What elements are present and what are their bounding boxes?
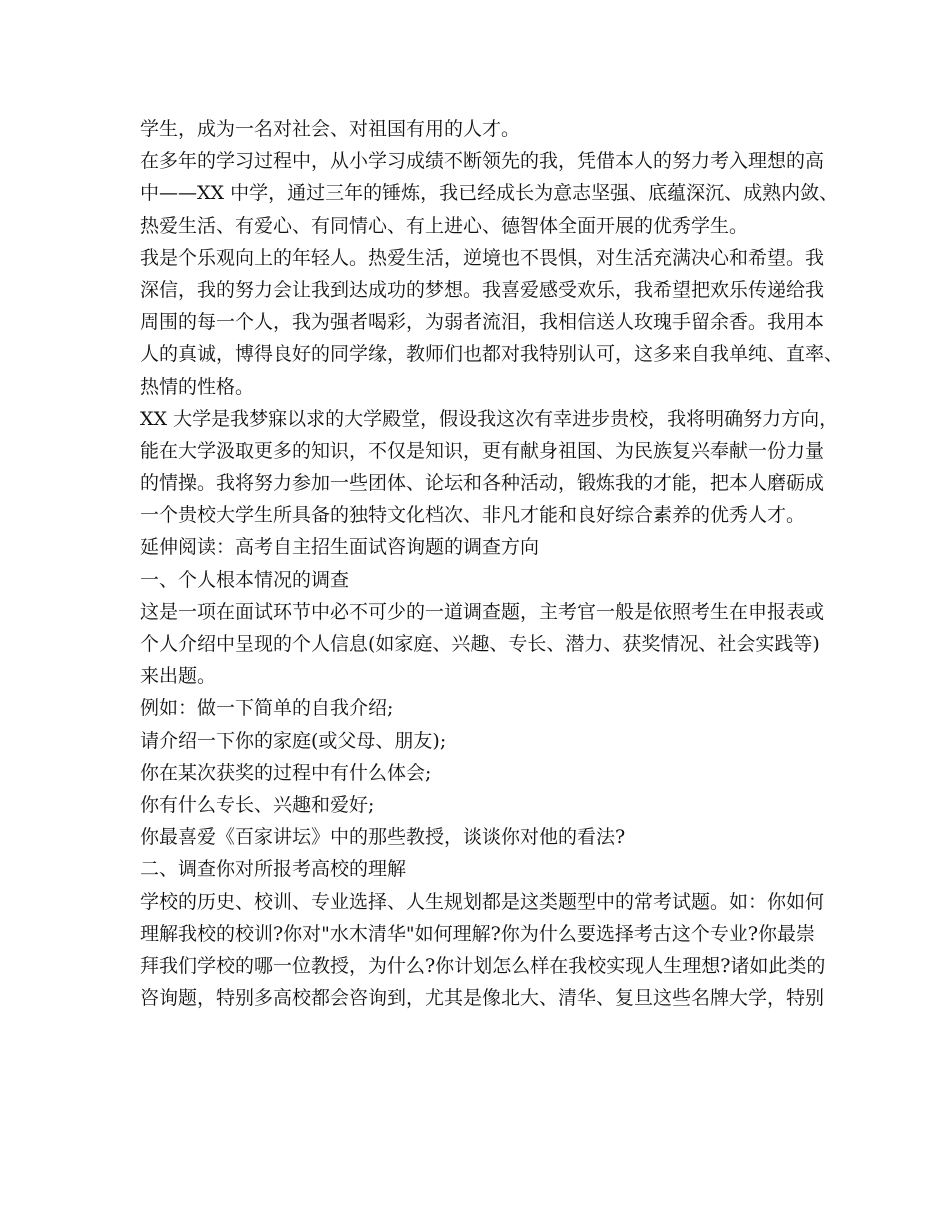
text-line-9: 热情的性格。 <box>140 375 255 398</box>
text-line-3: 中——XX 中学，通过三年的锤炼，我已经成长为意志坚强、底蕴深沉、成熟内敛、 <box>140 182 839 205</box>
text-line-27: 拜我们学校的哪一位教授，为什么?你计划怎么样在我校实现人生理想?诸如此类的 <box>140 954 826 977</box>
example-line-1: 例如：做一下简单的自我介绍; <box>140 697 394 720</box>
text-line-16: 这是一项在面试环节中必不可少的一道调查题，主考官一般是依照考生在申报表或 <box>140 600 825 623</box>
text-line-6: 深信，我的努力会让我到达成功的梦想。我喜爱感受欢乐，我希望把欢乐传递给我 <box>140 278 825 301</box>
text-line-2: 在多年的学习过程中，从小学习成绩不断领先的我，凭借本人的努力考入理想的高 <box>140 150 825 173</box>
text-line-7: 周围的每一个人，我为强者喝彩，为弱者流泪，我相信送人玫瑰手留余香。我用本 <box>140 311 825 334</box>
text-line-4: 热爱生活、有爱心、有同情心、有上进心、德智体全面开展的优秀学生。 <box>140 214 749 237</box>
example-line-3: 你在某次获奖的过程中有什么体会; <box>140 761 432 784</box>
text-line-28: 咨询题，特别多高校都会咨询到，尤其是像北大、清华、复旦这些名牌大学，特别 <box>140 987 825 1010</box>
text-line-25: 学校的历史、校训、专业选择、人生规划都是这类题型中的常考试题。如：你如何 <box>140 890 825 913</box>
example-line-2: 请介绍一下你的家庭(或父母、朋友); <box>140 729 447 752</box>
text-line-5: 我是个乐观向上的年轻人。热爱生活，逆境也不畏惧，对生活充满决心和希望。我 <box>140 246 825 269</box>
text-line-17: 个人介绍中呈现的个人信息(如家庭、兴趣、专长、潜力、获奖情况、社会实践等) <box>140 633 820 655</box>
document-body <box>140 113 844 1014</box>
text-line-8: 人的真诚，博得良好的同学缘，教师们也都对我特别认可，这多来自我单纯、直率、 <box>140 343 844 366</box>
section-heading-further-reading: 延伸阅读：高考自主招生面试咨询题的调查方向 <box>140 536 540 559</box>
text-line-11: 能在大学汲取更多的知识，不仅是知识，更有献身祖国、为民族复兴奉献一份力量 <box>140 439 825 462</box>
section-heading-1: 一、个人根本情况的调查 <box>140 568 350 591</box>
example-line-5: 你最喜爱《百家讲坛》中的那些教授，谈谈你对他的看法? <box>140 826 626 849</box>
text-line-26: 理解我校的校训?你对"水木清华"如何理解?你为什么要选择考古这个专业?你最崇 <box>140 922 816 945</box>
text-line-13: 一个贵校大学生所具备的独特文化档次、非凡才能和良好综合素养的优秀人才。 <box>140 504 806 527</box>
text-line-12: 的情操。我将努力参加一些团体、论坛和各种活动，锻炼我的才能，把本人磨砺成 <box>140 472 825 495</box>
text-line-18: 来出题。 <box>140 665 217 688</box>
text-line-1: 学生，成为一名对社会、对祖国有用的人才。 <box>140 118 521 140</box>
example-line-4: 你有什么专长、兴趣和爱好; <box>140 793 375 816</box>
text-line-10: XX 大学是我梦寐以求的大学殿堂，假设我这次有幸进步贵校，我将明确努力方向， <box>140 407 839 430</box>
section-heading-2: 二、调查你对所报考高校的理解 <box>140 858 407 881</box>
